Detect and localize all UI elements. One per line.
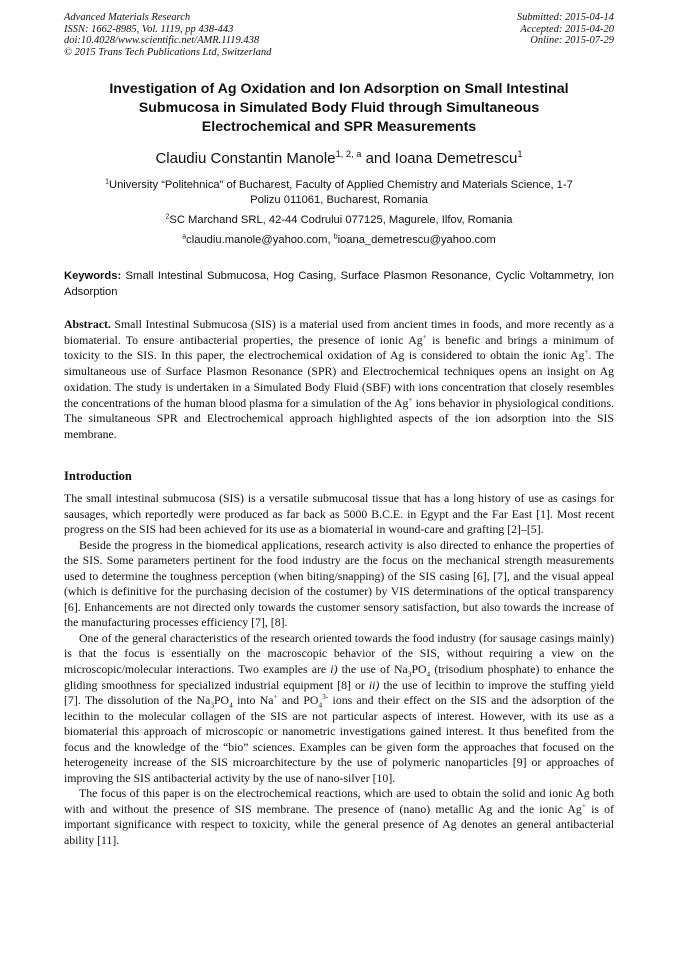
abstract-text-2: is benefic and brings a minimum of toxicity to the SIS. In this paper, the electrochemical oxidation of Ag is considered to obtain the ionic Ag: [64, 332, 614, 363]
author-2-marks: 1: [517, 149, 523, 159]
p3-text-g: into Na: [232, 693, 274, 708]
abstract-sup-1: +: [422, 331, 427, 341]
p3-text-h: and PO: [277, 693, 319, 708]
title-line-3: Electrochemical and SPR Measurements: [201, 119, 477, 135]
affiliation-2-mark: 2: [165, 213, 170, 221]
email-a-mark: a: [182, 233, 187, 241]
author-1: Claudiu Constantin Manole: [155, 150, 336, 167]
journal-doi: doi:10.4028/www.scientific.net/AMR.1119.438: [64, 35, 260, 47]
p3-text-i: ions and their effect on the SIS and the adsorption of the lecithin to the molecular collagen of the SIS are not particular aspects of interest. However, with its use as a biomaterial this approach of microscopic or nanometric investigations gained interest. It thus benefited from the focus and the knowledge of the “bio” sciences. Examples can be given form the approaches that focused on the heterogeneity increase of the SIS microarchitecture by the use of polymeric nanoparticles [9] or approaches of improving the SIS antibacterial activity by the use of nano-silver [10].: [64, 693, 614, 785]
intro-paragraph-4: [64, 786, 614, 848]
journal-copyright: © 2015 Trans Tech Publications Ltd, Switzerland: [64, 46, 272, 58]
affiliation-1-mark: 1: [105, 178, 109, 186]
p3-text-c: PO: [411, 662, 427, 677]
p3-sub-5: 4: [318, 700, 323, 710]
email-b: ioana_demetrescu@yahoo.com: [337, 234, 496, 246]
intro-paragraph-1: The small intestinal submucosa (SIS) is a versatile submucosal tissue that has a long history of use as casings for sausages, which reportedly were produced as far back as 5000 B.C.E. in Egypt and the Far East [1]. Most recent progress on the SIS had been achieved for its use as a biomaterial in wound-care and grafting [2]–[5].: [64, 491, 614, 537]
introduction-body: [64, 491, 614, 849]
author-list: [64, 150, 614, 168]
author-1-marks: 1, 2, a: [335, 149, 362, 159]
journal-issn: ISSN: 1662-8985, Vol. 1119, pp 438-443: [64, 23, 234, 35]
journal-name: Advanced Materials Research: [64, 12, 191, 23]
p4-sup: +: [581, 801, 586, 811]
keywords-text: Small Intestinal Submucosa, Hog Casing, Surface Plasmon Resonance, Cyclic Voltammetry, Ion Adsorption: [64, 270, 614, 298]
p3-sup-2: 3-: [322, 692, 329, 702]
abstract: [64, 317, 614, 443]
journal-header-right: [517, 12, 614, 47]
email-a: claudiu.manole@yahoo.com,: [186, 234, 334, 246]
introduction-heading: Introduction: [64, 469, 132, 483]
intro-paragraph-2: Beside the progress in the biomedical applications, research activity is also directed to enhance the properties of the SIS. Some parameters pertinent for the food industry are the focus on the mechanical strength measurements used to determine the toughness perception (when biting/snapping) of the SIS casing [6], [7], and the visual appeal (which is definitive for the purchasing decision of the costumer) by VIS determinations of the optical transparency [6]. Enhancements are not directed only towards the customer sensory satisfaction, but also towards the increase of the manufacturing processes efficiency [7], [8].: [64, 537, 614, 630]
p4-text-a: The focus of this paper is on the electrochemical reactions, which are used to obtain the solid and ionic Ag both with and without the presence of SIS membrane. The presence of (nano) metallic Ag and the ionic Ag: [64, 786, 614, 816]
title-line-2: Submucosa in Simulated Body Fluid through Simultaneous: [138, 100, 540, 116]
p3-text-b: the use of Na: [337, 662, 408, 677]
affiliation-2-text: SC Marchand SRL, 42-44 Codrului 077125, Magurele, Ilfov, Romania: [169, 214, 513, 226]
abstract-text-4: ions behavior in physiological conditions. The simultaneous SPR and Electrochemical approach highlighted aspects of the ion adsorption into the SIS membrane.: [64, 395, 614, 441]
email-b-mark: b: [333, 233, 338, 241]
paper-title: [64, 80, 614, 137]
online-date: Online: 2015-07-29: [530, 35, 614, 47]
author-conjunction: and: [361, 150, 395, 167]
affiliation-1-line-2: Polizu 011061, Bucharest, Romania: [250, 194, 428, 206]
abstract-text-3: . The simultaneous use of Surface Plasmon Resonance (SPR) and Electrochemical techniques opens an insight on Ag oxidation. The study is undertaken in a Simulated Body Fluid (SBF) with ions concentration that closely resembles the concentrations of the human blood plasma for a simulation of the Ag: [64, 348, 614, 410]
intro-paragraph-3: [64, 631, 614, 786]
p3-text-e: the use of lecithin to improve the stuffing yield [7]. The dissolution of the Na: [64, 677, 614, 708]
abstract-sup-2: +: [584, 347, 589, 357]
p3-sub-3: 3: [210, 700, 214, 710]
abstract-label: Abstract.: [64, 317, 111, 331]
p3-text-a: One of the general characteristics of the research oriented towards the food industry (for sausage casings mainly) is that the focus is essentially on the macroscopic behavior of the SIS, without requiring a view on the microscopic/molecular interactions. Two examples are: [64, 630, 614, 677]
p3-italic-i: i): [330, 662, 338, 677]
p3-sub-1: 3: [407, 669, 412, 679]
journal-header-left: [64, 12, 271, 58]
p4-text-b: is of important significance with respect to toxicity, while the general presence of Ag denotes an general antibacterial ability [11].: [64, 801, 614, 848]
p3-italic-ii: ii): [368, 677, 380, 692]
title-line-1: Investigation of Ag Oxidation and Ion Adsorption on Small Intestinal: [109, 81, 569, 97]
submitted-date: Submitted: 2015-04-14: [516, 12, 614, 23]
p3-text-d: (trisodium phosphate) to enhance the gliding smoothness for specialized industrial equipment [8] or: [64, 662, 614, 692]
affiliation-2: [64, 213, 614, 228]
p3-text-f: PO: [213, 693, 230, 708]
p3-sub-2: 4: [426, 669, 431, 679]
abstract-text-1: Small Intestinal Submucosa (SIS) is a material used from ancient times in foods, and more recently as a biomaterial. To ensure antibacterial properties, the presence of ionic Ag: [64, 317, 614, 347]
keywords: [64, 269, 614, 300]
p3-sup-1: +: [273, 692, 278, 702]
keywords-label: Keywords:: [64, 270, 122, 282]
abstract-sup-3: +: [408, 394, 413, 404]
accepted-date: Accepted: 2015-04-20: [520, 23, 614, 35]
affiliation-1: [64, 178, 614, 208]
p3-sub-4: 4: [229, 700, 233, 710]
affiliation-1-line-1: University “Politehnica” of Bucharest, Faculty of Applied Chemistry and Materials Science, 1-7: [108, 179, 573, 191]
author-2: Ioana Demetrescu: [394, 150, 518, 167]
email-addresses: [64, 233, 614, 248]
